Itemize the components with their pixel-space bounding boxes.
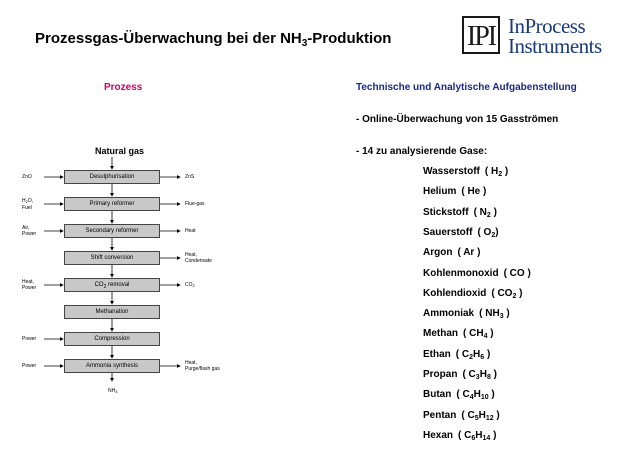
gas-item (423, 328, 494, 340)
gas-item (423, 268, 531, 279)
process-step: Desulphurisation (64, 170, 160, 184)
gas-formula: ( $CO_2$ ) (491, 287, 523, 300)
gas-formula: ( $H_2$ ) (484, 166, 509, 178)
gas-name: Pentan (423, 409, 457, 421)
gas-item (423, 349, 490, 361)
process-output-label: Heat (185, 228, 196, 234)
logo-line-1: InProcess (508, 14, 586, 38)
process-input-label: $H_2O$, Fuel (22, 198, 34, 211)
gas-item (423, 207, 497, 219)
gas-name: Butan (423, 389, 452, 401)
process-step: Ammonia synthesis (64, 359, 160, 373)
process-step: Compression (64, 332, 160, 346)
process-output-label: Flue-gas (185, 201, 205, 207)
process-input-label: ZnO (22, 174, 32, 180)
gas-item (423, 166, 508, 178)
gas-formula: ( $C_2H_6$ ) (455, 348, 491, 361)
gas-name: Propan (423, 369, 458, 380)
gas-formula: ( $C_5H_{12}$ ) (461, 409, 500, 422)
process-step: Methanation (64, 305, 160, 319)
gas-item (423, 186, 486, 197)
gas-formula: ( He ) (461, 186, 487, 198)
gas-formula: ( $CH_4$ ) (463, 328, 494, 341)
process-output-label: $CO_2$ (185, 282, 195, 288)
gas-name: Helium (423, 186, 457, 198)
process-step: Primary reformer (64, 197, 160, 211)
process-input-label: Power (22, 336, 37, 342)
gas-formula: ( $C_3H_8$ ) (462, 369, 497, 381)
gas-name: Ammoniak (423, 308, 475, 320)
aufgaben-heading: Technische und Analytische Aufgabenstellung (356, 82, 577, 93)
gas-name: Ethan (423, 348, 451, 360)
gas-item (423, 410, 500, 422)
process-step: Secondary reformer (64, 224, 160, 238)
gas-item (423, 389, 495, 401)
gas-name: Wasserstoff (423, 166, 480, 177)
gas-name: Argon (423, 247, 453, 259)
process-input-label: Heat, Power (22, 279, 37, 291)
gas-name: Methan (423, 328, 458, 340)
gas-formula: ( $C_4H_{10}$ ) (456, 389, 495, 402)
gas-name: Kohlendioxid (423, 287, 487, 299)
gas-formula: ( $NH_3$ ) (479, 308, 510, 321)
gas-formula: ( Ar ) (457, 247, 481, 259)
logo-line-2: Instruments (508, 34, 602, 58)
gas-name: Sauerstoff (423, 226, 473, 238)
process-input-label: Air, Power (22, 225, 37, 237)
gas-name: Kohlenmonoxid (423, 267, 499, 279)
gas-item (423, 308, 510, 320)
nh3-output-label: $NH_3$ (108, 388, 118, 394)
prozess-heading: Prozess (104, 82, 143, 93)
gas-formula: ( $N_2$ ) (473, 206, 497, 219)
gas-item (423, 288, 522, 300)
page-title: Prozessgas-Überwachung bei der $NH_3$-Produktion (35, 30, 392, 49)
gas-item (423, 247, 480, 258)
natural-gas-label: Natural gas (95, 146, 145, 156)
process-output-label: ZnS (185, 174, 195, 180)
process-step: $CO_2$ removal (64, 278, 160, 292)
gas-formula: ( $O_2$) (477, 226, 499, 239)
task-gas-count: - 14 zu analysierende Gase: (356, 146, 488, 157)
gas-item (423, 369, 497, 381)
gas-item (423, 227, 499, 239)
logo-mark: IPI (462, 16, 500, 54)
task-online-monitoring: - Online-Überwachung von 15 Gasströmen (356, 114, 559, 125)
gas-item (423, 430, 496, 442)
process-output-label: Heat, Purge/flash gas (185, 360, 220, 372)
gas-formula: ( CO ) (503, 267, 531, 279)
gas-formula: ( $C_6H_{14}$ ) (458, 429, 497, 442)
gas-name: Hexan (423, 429, 454, 441)
process-input-label: Power (22, 363, 37, 369)
gas-name: Stickstoff (423, 206, 469, 218)
process-step: Shift conversion (64, 251, 160, 265)
process-output-label: Heat, Condensate (185, 252, 212, 264)
